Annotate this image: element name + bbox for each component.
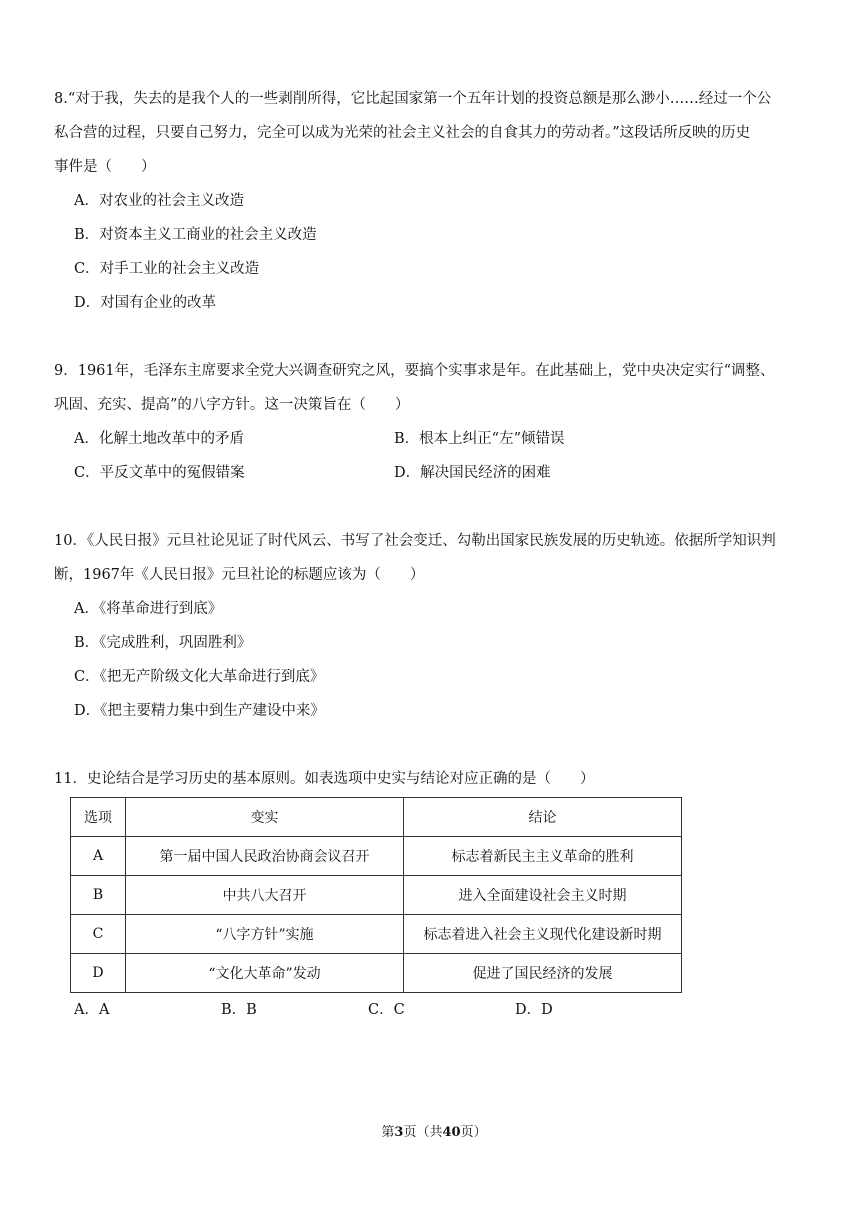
stem-line: 事件是（ ） [54,159,156,175]
table-header: 变实 [126,798,404,837]
table-header: 选项 [71,798,126,837]
option-b: B．对资本主义工商业的社会主义改造 [74,227,317,243]
table-header-row [71,798,682,837]
table-cell: “八字方针”实施 [126,915,404,954]
history-table [70,797,682,993]
option-d: D．对国有企业的改革 [74,295,217,311]
footer-total-pages: 40 [442,1125,461,1140]
table-cell: 第一届中国人民政治协商会议召开 [126,837,404,876]
stem-line: 巩固、充实、提高”的八字方针。这一决策旨在（ ） [54,397,410,413]
question-9-stem [54,354,820,422]
options-row [54,422,820,456]
option-d: D．D [515,1002,553,1018]
stem-line: 8.“对于我，失去的是我个人的一些剥削所得，它比起国家第一个五年计划的投资总额是那么渺小……经过一个公 [54,91,772,107]
table-cell: 进入全面建设社会主义时期 [404,876,682,915]
stem-line: 私合营的过程，只要自己努力，完全可以成为光荣的社会主义社会的自食其力的劳动者。”这段话所反映的历史 [54,125,751,141]
footer-suffix: 页） [460,1125,487,1140]
table-cell: 中共八大召开 [126,876,404,915]
stem-line: 10．《人民日报》元旦社论见证了时代风云、书写了社会变迁、勾勒出国家民族发展的历史轨迹。依据所学知识判 [54,533,776,549]
question-11-options [54,993,820,1027]
question-10 [54,524,820,728]
table-cell: A [71,837,126,876]
table-cell: D [71,954,126,993]
option-d: D．解决国民经济的困难 [394,465,551,481]
question-8 [54,82,820,320]
question-9 [54,354,820,490]
footer-mid: 页（共 [403,1125,443,1140]
table-cell: “文化大革命”发动 [126,954,404,993]
option-b: B．B [221,1002,257,1018]
table-cell: 标志着新民主主义革命的胜利 [404,837,682,876]
table-header: 结论 [404,798,682,837]
question-10-stem [54,524,820,592]
table-row [71,915,682,954]
option-c: C．《把无产阶级文化大革命进行到底》 [74,669,325,685]
table-cell: 促进了国民经济的发展 [404,954,682,993]
stem-line: 断，1967年《人民日报》元旦社论的标题应该为（ ） [54,567,425,583]
table-row [71,954,682,993]
table-row [71,876,682,915]
option-b: B．根本上纠正“左”倾错误 [394,431,565,447]
table-cell: B [71,876,126,915]
table-cell: C [71,915,126,954]
option-a: A．A [74,1002,110,1018]
option-c: C．平反文革中的冤假错案 [74,465,245,481]
table-cell: 标志着进入社会主义现代化建设新时期 [404,915,682,954]
option-a: A．《将革命进行到底》 [74,601,223,617]
footer-page-number: 3 [394,1125,404,1140]
question-8-stem [54,82,820,184]
option-b: B．《完成胜利，巩固胜利》 [74,635,252,651]
option-c: C．C [368,1002,405,1018]
options-row [54,993,820,1027]
stem-line: 9．1961年，毛泽东主席要求全党大兴调查研究之风，要搞个实事求是年。在此基础上，党中央决定实行“调整、 [54,363,775,379]
page-footer [0,1121,868,1140]
table-row [71,837,682,876]
option-a: A．化解土地改革中的矛盾 [74,431,244,447]
option-c: C．对手工业的社会主义改造 [74,261,260,277]
question-11 [54,762,820,796]
options-row [54,456,820,490]
question-11-stem: 11．史论结合是学习历史的基本原则。如表选项中史实与结论对应正确的是（ ） [54,771,595,787]
footer-prefix: 第 [381,1125,395,1140]
option-a: A．对农业的社会主义改造 [74,193,244,209]
option-d: D．《把主要精力集中到生产建设中来》 [74,703,325,719]
